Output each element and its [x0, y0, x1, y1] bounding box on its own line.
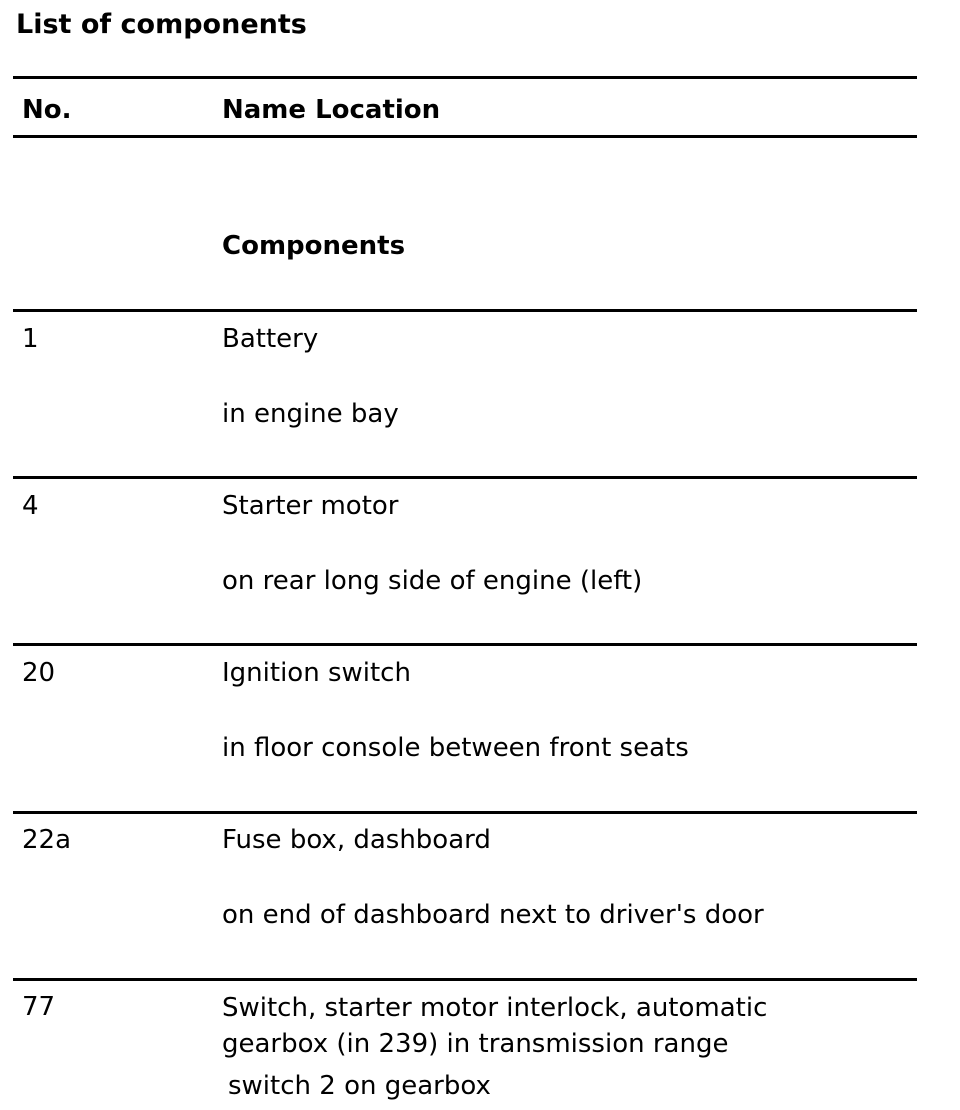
row-divider — [13, 811, 917, 814]
component-name: Starter motor — [222, 491, 399, 521]
component-name: Switch, starter motor interlock, automatic gearbox (in 239) in transmission range — [222, 993, 768, 1059]
component-location: switch 2 on gearbox — [228, 1071, 491, 1101]
component-location: on end of dashboard next to driver's door — [222, 900, 764, 930]
row-divider — [13, 476, 917, 479]
table-top-rule — [13, 76, 917, 79]
component-location: in engine bay — [222, 399, 399, 429]
row-number: 4 — [22, 491, 39, 521]
row-number: 22a — [22, 825, 72, 855]
row-divider — [13, 643, 917, 646]
section-title: Components — [222, 231, 406, 261]
header-name-location: Name Location — [222, 95, 441, 125]
component-name: Fuse box, dashboard — [222, 825, 491, 855]
row-divider — [13, 309, 917, 312]
row-number: 77 — [22, 992, 56, 1022]
header-no: No. — [22, 95, 72, 125]
header-bottom-rule — [13, 135, 917, 138]
component-name: Battery — [222, 324, 319, 354]
component-name: Ignition switch — [222, 658, 411, 688]
component-location: in floor console between front seats — [222, 733, 689, 763]
row-divider — [13, 978, 917, 981]
row-number: 1 — [22, 324, 39, 354]
page-title: List of components — [16, 9, 307, 40]
row-number: 20 — [22, 658, 56, 688]
component-location: on rear long side of engine (left) — [222, 566, 643, 596]
